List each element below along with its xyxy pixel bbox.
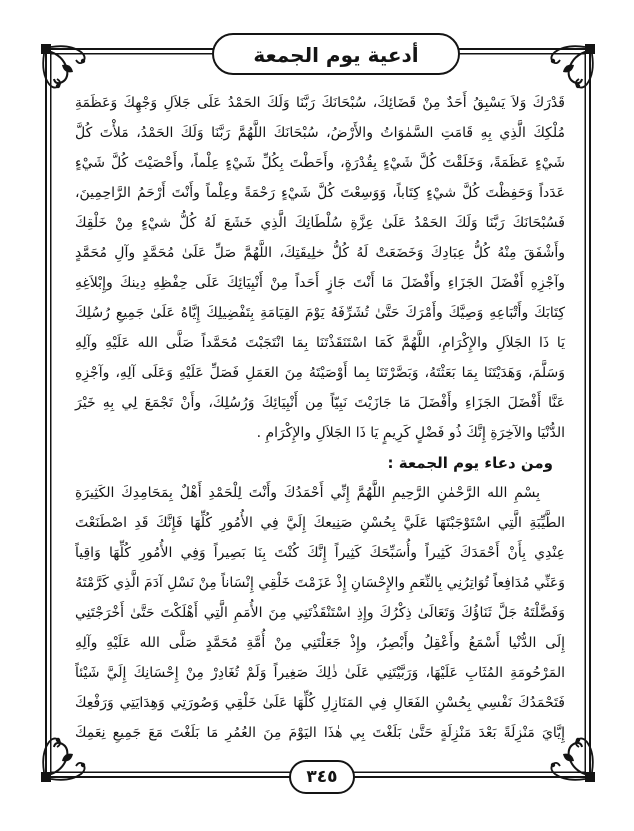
page-number: ٣٤٥ — [306, 766, 338, 787]
prayer-line: الطَّيِّبَةِ الَّتِي اسْتَوْجَبْتَهَا عَلَيَّ بِحُسْنِ صَنِيعكَ إِلَيَّ فِي الأُمُورِ كُلِّهَا فَإِنَّكَ قَدِ اصْطَنَعْتَ — [75, 515, 565, 531]
prayer-line: فَتَحْمَدُكَ نَفْسِي بِحُسْنِ الفَعَالِ فِي المَنَازِلِ كُلِّهَا عَلَىٰ خَلْقِي وَصُورَتِي وَهِدَايَتِي وَرَفْعِكَ — [75, 695, 565, 711]
prayer-text-block — [75, 88, 565, 748]
section-subtitle: ومن دعاء يوم الجمعة : — [387, 454, 553, 472]
prayer-line: يَا ذَا الجَلاَلِ والإِكْرَامِ، اللَّهُمَّ كَمَا اسْتَنَقَذْتَنَا بِمَا انْتَجَبْتَ مُحَمَّداً صَلَّى الله عَلَيْهِ وآلِهِ — [75, 335, 565, 351]
prayer-line: عَدَداً وَحَفِظْتَ كُلَّ شيْءٍ كِتَاباً، وَوَسِعْتَ كُلَّ شَيْءٍ رَحْمَةً وعِلْماً وأَنْتَ أَرْحَمُ الرَّاحِمِينَ، — [75, 185, 565, 201]
prayer-line: المَرْحُومَةِ المُثَابِ عَلَيْهَا، وَرَبَّيْتَنِي عَلَىٰ ذٰلِكَ صَغِيراً وَلَمْ تُغَادِرْ مِنْ إِحْسَانِكَ إِلَيَّ شَيْئاً — [75, 665, 565, 681]
page-number-badge — [289, 760, 355, 794]
prayer-line: بِسْمِ الله الرَّحْمٰنِ الرَّحِيمِ اللَّهُمَّ إِنِّي أَحْمَدُكَ وأَنْتَ لِلْحَمْدِ أَهْلٌ بِمَحَامِدِكَ الكَثِيرَةِ — [75, 485, 540, 501]
chapter-title-banner — [212, 33, 460, 75]
prayer-line: وأَشْفَقَ مِنْهُ كُلُّ عِبَادِكَ وَخَضَعَتْ لَهُ كُلُّ خلِيقَتِكَ، اللَّهُمَّ صَلِّ عَلَىٰ مُحَمَّدٍ وآلِ مُحَمَّدٍ — [75, 245, 565, 261]
prayer-line: شَيْءٍ عَظَمَةً، وَخَلَقْتَ كُلَّ شَيْءٍ بِقُدْرَةٍ، وأَحَطْتَ بِكُلِّ شَيْءٍ عِلْماً، وأَحْصَيْتَ كُلَّ شَيْءٍ — [75, 155, 565, 171]
prayer-line: فَسُبْحَانَكَ رَبَّنَا وَلَكَ الحَمْدُ عَلَىٰ عِزَّةِ سُلْطَانِكَ الَّذِي خَشَعَ لَهُ كُلُّ شيْءٍ مِنْ خَلْقِكَ — [75, 215, 565, 231]
corner-flourish-icon — [36, 729, 94, 787]
prayer-line: قَدْرَكَ وَلاَ يَسْبِقُ أَحَدٌ مِنْ قَضَائِكَ، سُبْحَانَكَ رَبَّنَا وَلَكَ الحَمْدُ عَلَى جَلاَلِ وَجْهِكَ وَعَظَمَةِ — [75, 95, 565, 111]
prayer-line: وآجْزِهِ أَفْضَلَ الجَزَاءِ وأَفْضَلَ مَا أَنْتَ جَازٍ أَحَداً مِنْ أَنْبِيَائِكَ عَلَى حِفْظِهِ دِينكَ وإِبْلاَغِهِ — [75, 275, 565, 291]
prayer-line: عِنْدِي بِأَنْ أَحْمَدَكَ كَثِيراً وأُسَبِّحَكَ كَثِيراً إِنَّكَ كُنْتَ بِنَا بَصِيراً وَفِي الأُمُورِ كُلِّهَا وَاقِياً — [75, 545, 565, 561]
corner-flourish-icon — [542, 729, 600, 787]
corner-flourish-icon — [36, 39, 94, 97]
prayer-line: وَعَنِّي مُدَافِعاً تُوَاتِرُنِي بِالنِّعَمِ والإِحْسَانِ إِذْ عَزَمْتَ خَلْقِي إِنْسَاناً مِنْ نَسْلِ آدَمَ الَّذِي كَرَّمْتَهُ — [75, 575, 566, 591]
prayer-line: كِتَابَكَ وأَتْبَاعِهِ وَصِيَّكَ وأَمْرَكَ حَتَّىٰ تُشَرِّفَهُ يَوْمَ القِيَامَةِ بِتَفْضِيلِكَ إِيَّاهُ عَلَىٰ جَمِيعِ رُسُلِكَ — [75, 305, 565, 321]
prayer-line: الدُّنْيَا والآخِرَةِ إِنَّكَ ذُو فَضْلٍ كَرِيمٍ يَا ذَا الجَلاَلِ والإِكْرَامِ . — [256, 425, 565, 441]
prayer-line: عَنَّا أَفْضَلَ الجَزَاءِ وأَفْضَلَ مَا جَازَيْتَ نَبِيّاً مِن أَنْبِيَائِكَ وَرُسُلِكَ، وأَنْ تَجْمَعَ لِي بِهِ خَيْرَ — [75, 395, 565, 411]
prayer-line: مُلْكِكَ الَّذِي بِهِ قَامَتِ السَّمٰوَاتُ والأَرْضُ، سُبْحَانَكَ اللَّهُمَّ رَبَّنَا وَلَكَ الحَمْدُ، مَلأْتَ كُلَّ — [75, 125, 565, 141]
prayer-line: إِلَى الدُّنْيا أَسْمَعُ وأَعْقِلُ وأَبْصِرُ، وإِذْ جَعَلْتَنِي مِنْ أُمَّةِ مُحَمَّدٍ صَلَّى الله عَلَيْهِ وآلِهِ — [75, 635, 565, 651]
prayer-line: إِيَّايَ مَنْزِلَةً بَعْدَ مَنْزِلَةٍ حَتَّىٰ بَلَغْتَ بِي هٰذَا اليَوْمَ مِنَ العُمُرِ مَا بَلَغْتَ مَعَ جَمِيعِ نِعَمِكَ — [75, 725, 565, 741]
prayer-line: وَسَلَّمَ، وَهَدَيْتَنَا بِمَا بَعَثْتَهُ، وَبَصَّرْتَنَا بِما أَوْصَيْتَهُ مِنَ العَمَلِ فَصَلِّ عَلَيْهِ وَعَلَى آلِهِ، وآجْزِهِ — [75, 365, 565, 381]
prayer-line: وَفَضَّلْتَهُ جَلَّ ثَنَاؤُكَ وَتَعَالَىٰ ذِكْرُكَ وإِذِ اسْتَنْقَذْتَنِي مِنَ الأُمَمِ الَّتِي أَهْلَكْتَ حَتَّىٰ أَخْرَجْتَنِي — [75, 605, 565, 621]
corner-flourish-icon — [542, 39, 600, 97]
chapter-title: أدعية يوم الجمعة — [253, 43, 419, 67]
